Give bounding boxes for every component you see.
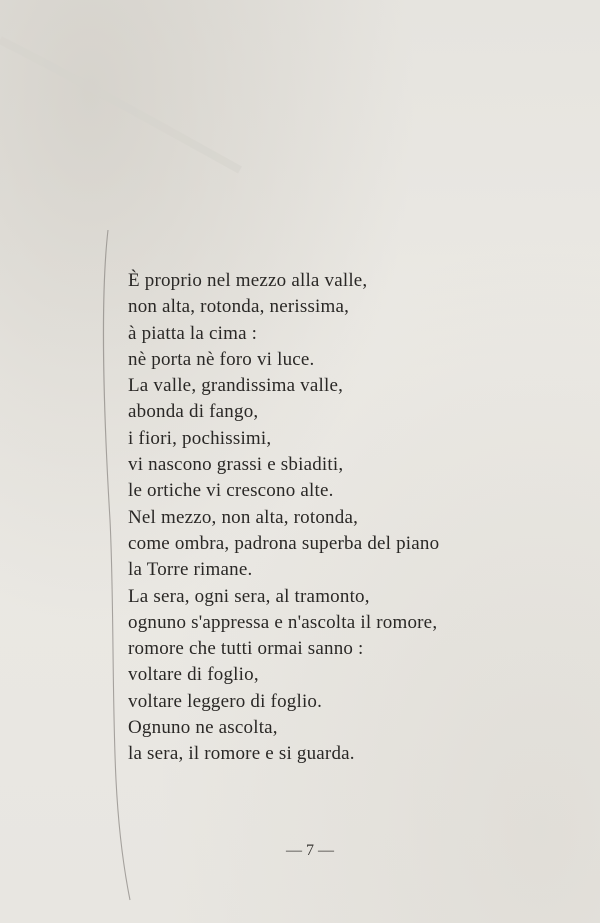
poem-line: voltare di foglio, (128, 664, 259, 686)
poem-line: È proprio nel mezzo alla valle, (128, 270, 368, 291)
poem-line: Ognuno ne ascolta, (128, 717, 278, 739)
page-number: — 7 — (286, 842, 334, 859)
poem-text (128, 268, 439, 768)
poem-line: nè porta nè foro vi luce. (128, 348, 315, 370)
poem-line: la Torre rimane. (128, 559, 253, 581)
poem-line: non alta, rotonda, nerissima, (128, 296, 350, 318)
poem-line: ognuno s'appressa e n'ascolta il romore, (128, 611, 438, 633)
poem-line: voltare leggero di foglio. (128, 690, 323, 712)
poem-line: vi nascono grassi e sbiaditi, (128, 454, 344, 476)
poem-line: à piatta la cima : (128, 322, 258, 344)
poem-line: romore che tutti ormai sanno : (128, 638, 364, 660)
poem-line: Nel mezzo, non alta, rotonda, (128, 506, 359, 528)
poem-line: come ombra, padrona superba del piano (128, 532, 440, 554)
poem-line: i fiori, pochissimi, (128, 427, 272, 449)
poem-line: La valle, grandissima valle, (128, 375, 344, 397)
poem-line: abonda di fango, (128, 401, 259, 423)
poem-line: la sera, il romore e si guarda. (128, 743, 355, 765)
poem-line: le ortiche vi crescono alte. (128, 480, 334, 502)
poem-line: La sera, ogni sera, al tramonto, (128, 585, 370, 607)
